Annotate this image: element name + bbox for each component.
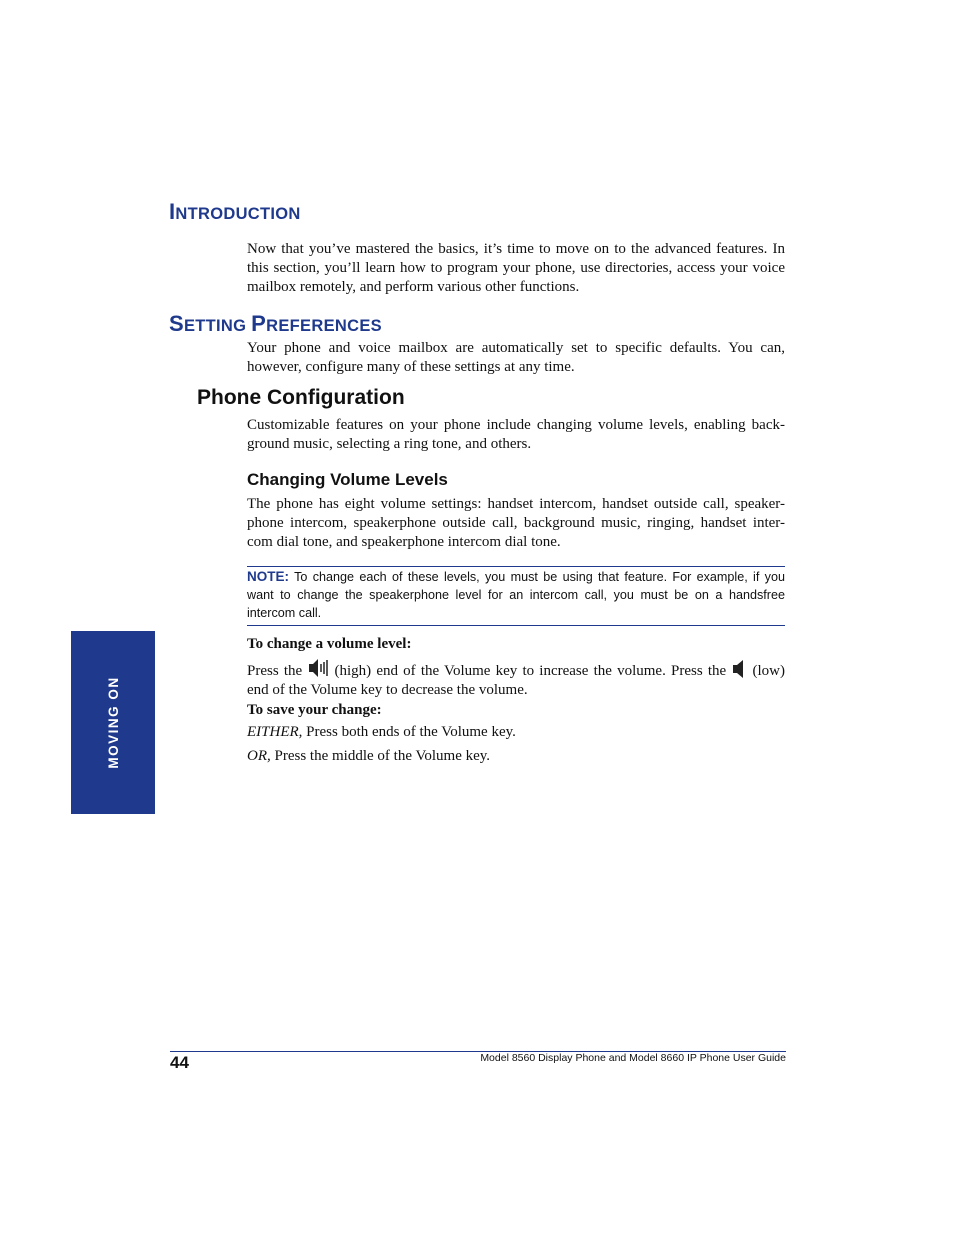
volume-high-icon — [307, 657, 329, 679]
phone-configuration-body: Customizable features on your phone include changing volume levels, enabling back-ground music, selecting a ring tone, and others. — [247, 417, 785, 452]
note-box — [247, 566, 785, 626]
introduction-heading: INTRODUCTION — [169, 199, 301, 224]
volume-low-icon — [731, 657, 747, 679]
phone-configuration-heading: Phone Configuration — [197, 386, 405, 409]
page-number: 44 — [170, 1053, 189, 1072]
change-volume-procedure-body: Press the (high) end of the Volume key to increase the volume. Press the (low) end of the Volume key to decrease the volume. — [247, 657, 785, 700]
save-change-procedure-heading: To save your change: — [247, 702, 382, 718]
setting-preferences-heading: SETTING PREFERENCES — [169, 311, 382, 336]
save-or-line: OR, Press the middle of the Volume key. — [247, 748, 491, 764]
side-tab-label: MOVING ON — [105, 676, 121, 769]
setting-preferences-body: Your phone and voice mailbox are automatically set to specific defaults. You can, however, configure many of these settings at any time. — [247, 340, 785, 375]
save-either-line: EITHER, Press both ends of the Volume key. — [247, 724, 516, 740]
introduction-body: Now that you’ve mastered the basics, it’s time to move on to the advanced features. In this section, you’ll learn how to program your phone, use directories, access your voice mailbox remotely, and perform various other functions. — [247, 241, 785, 295]
changing-volume-body: The phone has eight volume settings: handset intercom, handset outside call, speaker-phone intercom, speakerphone outside call, background music, ringing, handset inter-com dial tone, and speakerphone intercom dial tone. — [247, 496, 785, 550]
note-label: NOTE: — [247, 569, 289, 584]
note-text: To change each of these levels, you must be using that feature. For example, if you want to change the speakerphone level for an intercom call, you must be on a handsfree intercom call. — [247, 570, 785, 620]
section-side-tab — [71, 631, 155, 814]
changing-volume-heading: Changing Volume Levels — [247, 470, 448, 489]
change-volume-procedure-heading: To change a volume level: — [247, 636, 412, 652]
footer-title: Model 8560 Display Phone and Model 8660 IP Phone User Guide — [480, 1052, 786, 1064]
